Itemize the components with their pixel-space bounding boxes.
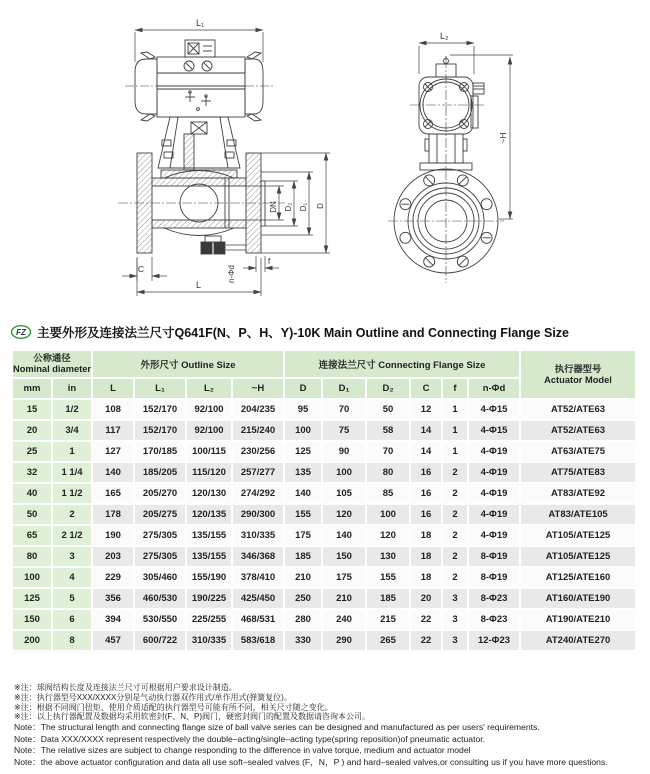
dim-label-h: ~H: [498, 132, 508, 144]
dimension-table-wrap: [11, 349, 641, 652]
col-header-n-phi-d: n-Φd: [469, 379, 519, 398]
table-row: [13, 400, 635, 419]
notes-en: [14, 722, 642, 768]
cell-l2: 92/100: [187, 400, 231, 419]
cell-in: 2 1/2: [53, 526, 91, 545]
cell-n-d: 8-Φ23: [469, 610, 519, 629]
cell-d1: 90: [323, 442, 365, 461]
note-zh-line: ※注：执行器型号XXX/XXXX分别是气动执行器双作用式/单作用式(弹簧复位)。: [14, 692, 292, 702]
brand-logo: [10, 324, 32, 340]
cell-d1: 120: [323, 505, 365, 524]
cell-d2: 70: [367, 442, 409, 461]
cell-l2: 115/120: [187, 463, 231, 482]
cell-c: 16: [411, 463, 441, 482]
cell-l: 203: [93, 547, 133, 566]
cell-d2: 265: [367, 631, 409, 650]
cell-f: 1: [443, 421, 467, 440]
cell-h: 378/410: [233, 568, 283, 587]
cell-mm: 150: [13, 610, 51, 629]
cell-actuator-model: AT83/ATE105: [521, 505, 635, 524]
cell-in: 1: [53, 442, 91, 461]
cell-d2: 80: [367, 463, 409, 482]
cell-n-d: 4-Φ19: [469, 442, 519, 461]
cell-d: 140: [285, 484, 321, 503]
cell-in: 1 1/2: [53, 484, 91, 503]
cell-mm: 20: [13, 421, 51, 440]
cell-d2: 155: [367, 568, 409, 587]
cell-c: 22: [411, 631, 441, 650]
note-en-line: Note：Data XXX/XXXX represent respectively the double–acting/single–acting type(spring reposition)of pneumatic actuator.: [14, 733, 486, 744]
cell-l2: 135/155: [187, 526, 231, 545]
header-nominal-diameter: [13, 351, 91, 377]
cell-d2: 85: [367, 484, 409, 503]
col-header-l1: L₁: [135, 379, 185, 398]
dimension-table: [11, 349, 637, 652]
cell-d1: 140: [323, 526, 365, 545]
cell-d: 210: [285, 568, 321, 587]
table-row: [13, 526, 635, 545]
cell-d1: 70: [323, 400, 365, 419]
cell-l1: 205/275: [135, 505, 185, 524]
cell-l2: 190/225: [187, 589, 231, 608]
notes-zh: [14, 683, 642, 722]
cell-actuator-model: AT83/ATE92: [521, 484, 635, 503]
cell-d1: 240: [323, 610, 365, 629]
cell-in: 1/2: [53, 400, 91, 419]
cell-n-d: 8-Φ23: [469, 589, 519, 608]
cell-in: 4: [53, 568, 91, 587]
dim-label-d: D₁: [299, 202, 308, 212]
cell-f: 3: [443, 589, 467, 608]
cell-h: 310/335: [233, 526, 283, 545]
cell-actuator-model: AT160/ATE190: [521, 589, 635, 608]
cell-l1: 205/270: [135, 484, 185, 503]
cell-l1: 152/170: [135, 400, 185, 419]
note-zh-line: ※注：根据不同阀门扭矩、使用介质适配的执行器型号可能有所不同，相关尺寸随之变化。: [14, 702, 333, 712]
cell-l2: 135/155: [187, 547, 231, 566]
cell-c: 18: [411, 526, 441, 545]
cell-mm: 80: [13, 547, 51, 566]
cell-d1: 105: [323, 484, 365, 503]
valve-drawing-svg: [0, 0, 650, 316]
cell-c: 14: [411, 421, 441, 440]
cell-h: 257/277: [233, 463, 283, 482]
cell-f: 3: [443, 631, 467, 650]
cell-h: 583/618: [233, 631, 283, 650]
header-actuator-en: Actuator Model: [544, 374, 612, 385]
cell-h: 425/450: [233, 589, 283, 608]
header-actuator-zh: 执行器型号: [554, 363, 602, 374]
dim-label-l1: L₁: [196, 18, 205, 28]
cell-mm: 200: [13, 631, 51, 650]
cell-in: 3: [53, 547, 91, 566]
cell-d: 330: [285, 631, 321, 650]
cell-actuator-model: AT52/ATE63: [521, 400, 635, 419]
cell-l2: 92/100: [187, 421, 231, 440]
cell-d: 175: [285, 526, 321, 545]
cell-mm: 40: [13, 484, 51, 503]
cell-d: 250: [285, 589, 321, 608]
cell-l1: 600/722: [135, 631, 185, 650]
cell-n-d: 8-Φ19: [469, 568, 519, 587]
dim-label-d2: D₂: [284, 202, 293, 212]
cell-f: 1: [443, 400, 467, 419]
cell-d1: 210: [323, 589, 365, 608]
cell-n-d: 4-Φ19: [469, 463, 519, 482]
cell-l1: 185/205: [135, 463, 185, 482]
cell-d2: 120: [367, 526, 409, 545]
cell-d2: 50: [367, 400, 409, 419]
cell-actuator-model: AT63/ATE75: [521, 442, 635, 461]
cell-mm: 125: [13, 589, 51, 608]
col-header-d2: D₂: [367, 379, 409, 398]
cell-l1: 460/530: [135, 589, 185, 608]
cell-c: 18: [411, 568, 441, 587]
cell-l2: 225/255: [187, 610, 231, 629]
table-row: [13, 631, 635, 650]
header-connecting-flange-size: 连接法兰尺寸 Connecting Flange Size: [285, 351, 519, 377]
dim-label-f: f: [267, 256, 271, 266]
cell-d1: 175: [323, 568, 365, 587]
dim-label-n-phi-d: n-Φd: [227, 265, 236, 283]
cell-mm: 50: [13, 505, 51, 524]
cell-d: 135: [285, 463, 321, 482]
cell-f: 3: [443, 610, 467, 629]
table-row: [13, 442, 635, 461]
cell-c: 16: [411, 484, 441, 503]
cell-actuator-model: AT125/ATE160: [521, 568, 635, 587]
page-title: 主要外形及连接法兰尺寸Q641F(N、P、H、Y)-10K Main Outline and Connecting Flange Size: [37, 326, 569, 340]
cell-l1: 152/170: [135, 421, 185, 440]
cell-l2: 310/335: [187, 631, 231, 650]
cell-c: 20: [411, 589, 441, 608]
front-view: [118, 30, 330, 296]
table-row: [13, 421, 635, 440]
table-row: [13, 505, 635, 524]
note-zh-line: ※注：以上执行器配置及数据均采用软密封(F、N、P)阀门，硬密封阀门的配置及数据请咨询本公司。: [14, 712, 371, 722]
cell-d2: 215: [367, 610, 409, 629]
cell-l1: 275/305: [135, 547, 185, 566]
col-header-in: in: [53, 379, 91, 398]
cell-d1: 290: [323, 631, 365, 650]
cell-l: 117: [93, 421, 133, 440]
dim-label-c: C: [137, 264, 145, 274]
col-header-d: D: [285, 379, 321, 398]
cell-l2: 120/135: [187, 505, 231, 524]
cell-n-d: 4-Φ19: [469, 526, 519, 545]
cell-actuator-model: AT105/ATE125: [521, 526, 635, 545]
cell-l: 190: [93, 526, 133, 545]
cell-d2: 58: [367, 421, 409, 440]
cell-l2: 120/130: [187, 484, 231, 503]
cell-f: 2: [443, 484, 467, 503]
cell-d: 125: [285, 442, 321, 461]
cell-d1: 100: [323, 463, 365, 482]
valve-outline-drawing: [0, 0, 650, 316]
cell-l: 356: [93, 589, 133, 608]
header-nominal-en: Nominal diameter: [13, 364, 92, 374]
cell-c: 14: [411, 442, 441, 461]
header-nominal-zh: 公称通径: [33, 353, 71, 363]
cell-mm: 100: [13, 568, 51, 587]
notes-section: [14, 683, 642, 769]
cell-f: 2: [443, 547, 467, 566]
cell-d: 100: [285, 421, 321, 440]
col-header-mm: mm: [13, 379, 51, 398]
cell-h: 346/368: [233, 547, 283, 566]
table-row: [13, 589, 635, 608]
cell-h: 230/256: [233, 442, 283, 461]
cell-l: 127: [93, 442, 133, 461]
cell-l1: 170/185: [135, 442, 185, 461]
cell-actuator-model: AT190/ATE210: [521, 610, 635, 629]
cell-mm: 65: [13, 526, 51, 545]
cell-d1: 75: [323, 421, 365, 440]
cell-l1: 305/460: [135, 568, 185, 587]
cell-h: 274/292: [233, 484, 283, 503]
cell-c: 18: [411, 547, 441, 566]
cell-d2: 185: [367, 589, 409, 608]
cell-in: 1 1/4: [53, 463, 91, 482]
cell-mm: 15: [13, 400, 51, 419]
col-header-l: L: [93, 379, 133, 398]
table-row: [13, 463, 635, 482]
cell-l1: 275/305: [135, 526, 185, 545]
col-header-f: f: [443, 379, 467, 398]
cell-h: 215/240: [233, 421, 283, 440]
cell-in: 8: [53, 631, 91, 650]
cell-f: 1: [443, 442, 467, 461]
cell-in: 6: [53, 610, 91, 629]
cell-l: 229: [93, 568, 133, 587]
cell-h: 468/531: [233, 610, 283, 629]
table-row: [13, 547, 635, 566]
cell-n-d: 8-Φ19: [469, 547, 519, 566]
cell-l2: 100/115: [187, 442, 231, 461]
table-row: [13, 568, 635, 587]
table-row: [13, 610, 635, 629]
cell-f: 2: [443, 505, 467, 524]
brand-logo-text: FZ: [16, 328, 26, 337]
cell-n-d: 4-Φ19: [469, 505, 519, 524]
cell-d: 95: [285, 400, 321, 419]
cell-d1: 150: [323, 547, 365, 566]
cell-l2: 155/190: [187, 568, 231, 587]
dim-label-l2: L₂: [440, 31, 449, 41]
cell-h: 204/235: [233, 400, 283, 419]
cell-l: 178: [93, 505, 133, 524]
cell-d2: 130: [367, 547, 409, 566]
cell-in: 3/4: [53, 421, 91, 440]
side-view: [388, 43, 513, 283]
cell-actuator-model: AT240/ATE270: [521, 631, 635, 650]
cell-l: 394: [93, 610, 133, 629]
cell-in: 5: [53, 589, 91, 608]
table-row: [13, 484, 635, 503]
cell-l1: 530/550: [135, 610, 185, 629]
cell-f: 2: [443, 526, 467, 545]
cell-c: 16: [411, 505, 441, 524]
cell-c: 12: [411, 400, 441, 419]
section-title-row: [10, 322, 642, 342]
col-header-h: ~H: [233, 379, 283, 398]
note-en-line: Note：the above actuator configuration and data all use soft–sealed valves (F，N，P ) and hard–sealed valves,or consulting us if you have more questions.: [14, 756, 608, 767]
cell-f: 2: [443, 568, 467, 587]
cell-l: 140: [93, 463, 133, 482]
cell-h: 290/300: [233, 505, 283, 524]
note-en-line: Note：The relative sizes are subject to change responding to the difference in valve torque, medium and actuator model: [14, 745, 471, 756]
dim-label-l: L: [196, 280, 202, 290]
dim-label-d-outer: D: [316, 203, 325, 209]
dim-label-dn: DN: [269, 201, 278, 213]
cell-l: 108: [93, 400, 133, 419]
cell-d: 280: [285, 610, 321, 629]
col-header-c: C: [411, 379, 441, 398]
note-zh-line: ※注：球阀结构长度及连接法兰尺寸可根据用户要求设计制造。: [14, 683, 237, 692]
cell-n-d: 4-Φ15: [469, 400, 519, 419]
cell-l: 457: [93, 631, 133, 650]
cell-l: 165: [93, 484, 133, 503]
table-group-header-row: [13, 351, 635, 377]
cell-actuator-model: AT52/ATE63: [521, 421, 635, 440]
cell-actuator-model: AT105/ATE125: [521, 547, 635, 566]
cell-in: 2: [53, 505, 91, 524]
cell-d: 185: [285, 547, 321, 566]
cell-mm: 25: [13, 442, 51, 461]
note-en-line: Note：The structural length and connecting flange size of ball valve series can be designed and manufactured as per users' requirements.: [14, 722, 540, 733]
cell-n-d: 12-Φ23: [469, 631, 519, 650]
header-actuator-model: [521, 351, 635, 398]
cell-d: 155: [285, 505, 321, 524]
col-header-d1: D₁: [323, 379, 365, 398]
cell-c: 22: [411, 610, 441, 629]
cell-mm: 32: [13, 463, 51, 482]
header-outline-size: 外形尺寸 Outline Size: [93, 351, 283, 377]
cell-f: 2: [443, 463, 467, 482]
table-body: [13, 400, 635, 650]
cell-actuator-model: AT75/ATE83: [521, 463, 635, 482]
col-header-l2: L₂: [187, 379, 231, 398]
cell-n-d: 4-Φ15: [469, 421, 519, 440]
cell-d2: 100: [367, 505, 409, 524]
cell-n-d: 4-Φ19: [469, 484, 519, 503]
